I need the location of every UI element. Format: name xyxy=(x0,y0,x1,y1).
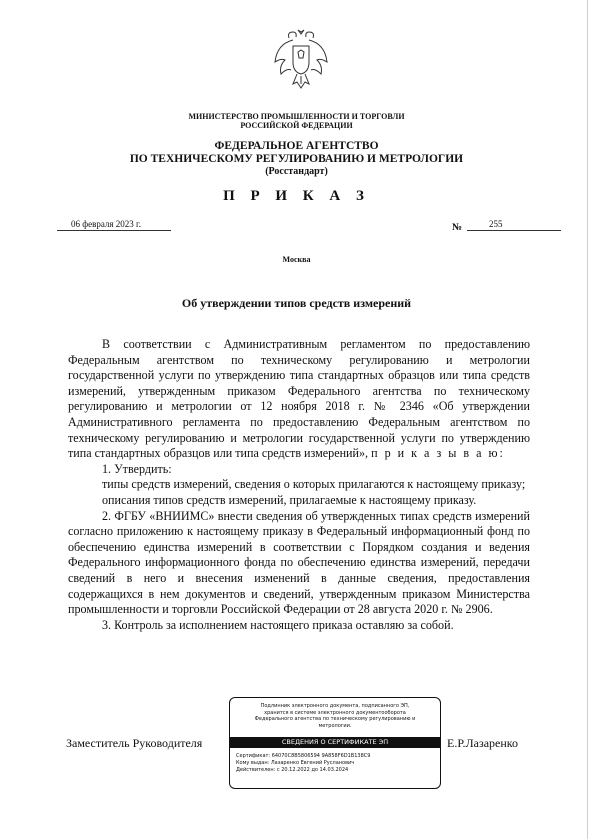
russian-coat-of-arms-icon xyxy=(271,28,331,92)
order-city: Москва xyxy=(282,255,311,264)
signer-position: Заместитель Руководителя xyxy=(66,736,203,750)
stamp-note-line: метрологии. xyxy=(318,722,352,729)
order-number-label: № xyxy=(452,222,463,233)
signer-name: Е.Р.Лазаренко xyxy=(447,736,519,750)
order-title: Об утверждении типов средств измерений xyxy=(181,296,412,310)
item-1a: типы средств измерений, сведения о которых прилагаются к настоящему приказу; xyxy=(102,477,526,492)
stamp-note-line: Федерального агентства по техническому регулированию и xyxy=(254,716,416,723)
order-body xyxy=(68,337,530,633)
order-number: 255 xyxy=(467,218,561,231)
item-1b: описания типов средств измерений, прилагаемые к настоящему приказу. xyxy=(102,492,477,507)
stamp-title: СВЕДЕНИЯ О СЕРТИФИКАТЕ ЭП xyxy=(230,737,440,748)
ministry-header xyxy=(0,112,593,130)
agency-line-2: ПО ТЕХНИЧЕСКОМУ РЕГУЛИРОВАНИЮ И МЕТРОЛОГИИ xyxy=(129,153,464,166)
e-signature-stamp xyxy=(229,697,441,789)
preamble-text: В соответствии с Административным регламентом по предоставлению Федеральным агентством по техническому регулированию и метрологии государственной услуги по утверждению типа стандартных образцов или типа средств измерений, утвержденным приказом Федерального агентства по техническому регулированию и метрологии от 12 ноября 2018 г. № 2346 «Об утверждении Административного регламента по предоставлению Федеральным агентством по техническому регулированию и метрологии государственной услуги по утверждению типа стандартных образцов или типа средств измерений», xyxy=(68,337,530,461)
agency-line-1: ФЕДЕРАЛЬНОЕ АГЕНТСТВО xyxy=(214,140,379,152)
ministry-line-2: РОССИЙСКОЙ ФЕДЕРАЦИИ xyxy=(240,121,353,131)
agency-short-name: (Росстандарт) xyxy=(265,166,328,178)
item-3: 3. Контроль за исполнением настоящего приказа оставляю за собой. xyxy=(102,617,454,632)
order-heading: П Р И К А З xyxy=(223,188,370,204)
stamp-certificate: Сертификат: 64070C8B5806594 9A858F6D1B138C9 xyxy=(236,753,371,759)
item-1: 1. Утвердить: xyxy=(102,461,172,476)
agency-header xyxy=(0,140,593,178)
order-date: 06 февраля 2023 г. xyxy=(57,218,171,231)
ministry-line-1: МИНИСТЕРСТВО ПРОМЫШЛЕННОСТИ И ТОРГОВЛИ xyxy=(188,112,405,121)
stamp-valid-period: Действителен: с 20.12.2022 до 14.03.2024 xyxy=(236,767,349,773)
stamp-note-line: хранится в системе электронного документооборота xyxy=(264,709,406,716)
stamp-note xyxy=(236,703,434,729)
preamble-paragraph xyxy=(68,337,530,462)
item-2: 2. ФГБУ «ВНИИМС» внести сведения об утвержденных типах средств измерений согласно приложению к настоящему приказу в Федеральный информационный фонд по обеспечению единства измерений в соответствии с Порядком создания и ведения Федерального информационного фонда по обеспечению единства измерений, передачи сведений в него и внесения изменений в данные сведения, предоставления содержащихся в нем документов и сведений, утвержденным приказом Министерства промышленности и торговли Российской Федерации от 28 августа 2020 г. № 2906. xyxy=(68,508,530,617)
stamp-details xyxy=(236,753,436,774)
stamp-note-line: Подлинник электронного документа, подписанного ЭП, xyxy=(260,703,410,709)
stamp-issued-to: Кому выдан: Лазаренко Евгений Русланович xyxy=(236,760,355,766)
decree-word: п р и к а з ы в а ю: xyxy=(371,446,505,461)
